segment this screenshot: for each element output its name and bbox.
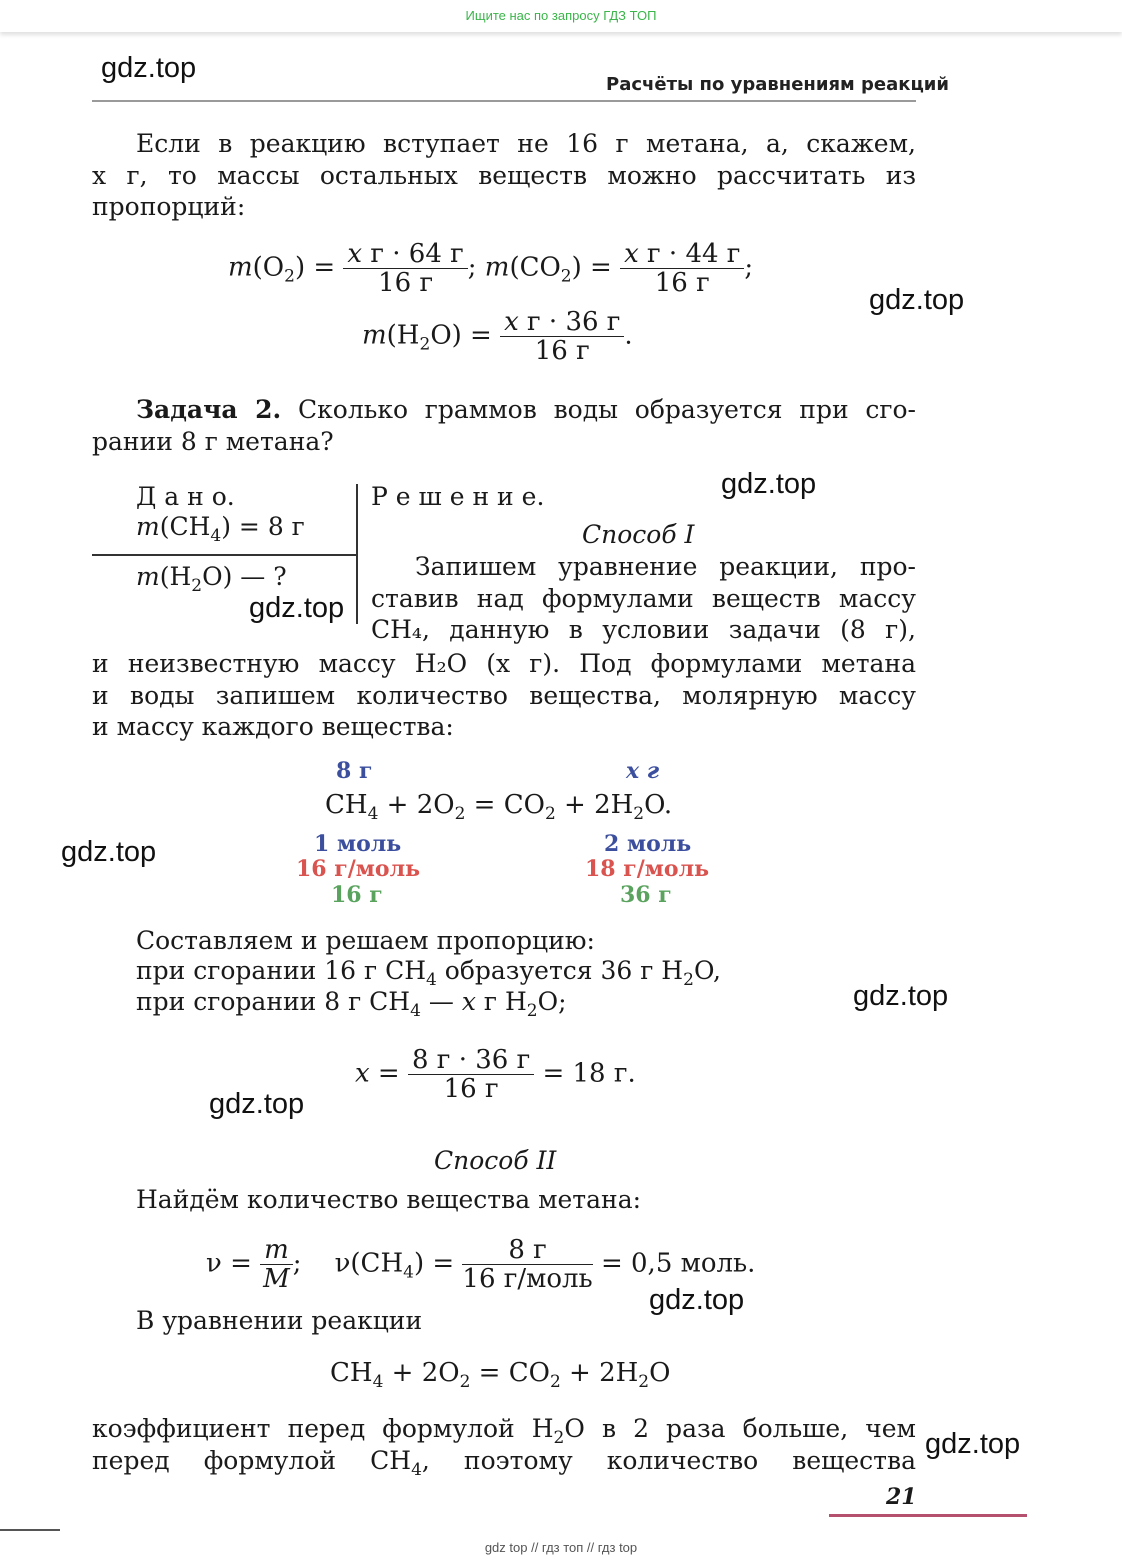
method-1-line: Запишем уравнение реакции, про- (415, 552, 916, 581)
proportion-line-1: при сгорании 16 г $CH_4$ образуется 36 г $H_2O$, (136, 956, 721, 990)
intro-line: пропорций: (92, 192, 246, 221)
watermark: gdz.top (721, 468, 817, 500)
method-1-paragraph-top (371, 551, 916, 646)
watermark: gdz.top (925, 1428, 1021, 1460)
header-rule (92, 100, 916, 102)
corner-rule (0, 1529, 60, 1531)
watermark: gdz.top (649, 1284, 745, 1316)
method-1-line: и неизвестную массу H₂O (x г). Под формулами метана (92, 649, 916, 678)
reaction-equation: $CH_4 + 2O_2 = CO_2 + 2H_2O$. (325, 790, 673, 824)
method-2-line: Найдём количество вещества метана: (136, 1185, 642, 1214)
proportion-intro: Составляем и решаем пропорцию: (136, 926, 595, 955)
method-1-line: ставив над формулами веществ массу (371, 583, 916, 613)
intro-line: x г, то массы остальных веществ можно рассчитать из (92, 160, 916, 190)
ch4-moles: 1 моль (314, 831, 402, 857)
method-1-line: CH₄, данную в условии задачи (8 г), (371, 615, 916, 644)
task-text: рании 8 г метана? (92, 426, 334, 456)
page-number: 21 (886, 1484, 917, 1510)
moles-calculation: ν = $\frac{m}{M}$ ; $\nu(CH_4)$ = $\frac{8 г}{\text{16 г/моль}}$ = 0,5 моль. (206, 1235, 756, 1294)
formula-h2o: $m(H_2O)$ = $\frac{\text{x г · 36 г}}{16 г}$ . (362, 307, 633, 366)
watermark: gdz.top (209, 1088, 305, 1120)
task-text: Сколько граммов воды образуется при сго- (298, 395, 917, 424)
h2o-molar-mass: 18 г/моль (585, 856, 710, 882)
ch4-mass: 16 г (331, 882, 383, 908)
reaction-equation-2: $CH_4 + 2O_2 = CO_2 + 2H_2O$ (330, 1358, 671, 1392)
solution-label: Р е ш е н и е. (371, 482, 545, 511)
h2o-mass: 36 г (620, 882, 672, 908)
watermark: gdz.top (101, 52, 197, 84)
top-banner[interactable]: Ищите нас по запросу ГДЗ ТОП (0, 0, 1122, 32)
method-1-paragraph-bottom (92, 648, 916, 743)
method-1-line: и воды запишем количество вещества, молярную массу (92, 680, 916, 710)
intro-line: Если в реакцию вступает не 16 г метана, а, скажем, (136, 129, 916, 158)
watermark: gdz.top (853, 980, 949, 1012)
given-vertical-divider (356, 484, 358, 624)
watermark: gdz.top (869, 284, 965, 316)
h2o-given-mass: x г (626, 758, 660, 784)
ch4-given-mass: 8 г (336, 758, 373, 784)
method-1-title: Способ I (582, 520, 695, 549)
given-divider (92, 554, 356, 556)
given-value: $m(CH_4) = 8$ г (136, 512, 305, 546)
footer-links[interactable]: gdz top // гдз топ // гдз top (484, 1540, 638, 1555)
x-calculation: x = $\frac{8 г \cdot 36 г}{16 г}$ = 18 г. (355, 1045, 636, 1104)
method-2-title: Способ II (434, 1146, 557, 1175)
task-statement (92, 394, 916, 457)
find-value: $m(H_2O)$ — ? (136, 562, 287, 596)
running-head: Расчёты по уравнениям реакций (606, 74, 950, 95)
formula-o2-co2: $m(O_2)$ = $\frac{\text{x г · 64 г}}{16 г}$ ; $m(CO_2)$ = $\frac{\text{x г · 44 г}}{16 г}$ ; (228, 239, 754, 298)
ch4-molar-mass: 16 г/моль (296, 856, 421, 882)
proportion-line-2: при сгорании 8 г $CH_4$ — x г $H_2O$; (136, 987, 567, 1021)
method-2-line: В уравнении реакции (136, 1306, 423, 1335)
given-label: Д а н о. (136, 482, 235, 511)
watermark: gdz.top (61, 836, 157, 868)
watermark: gdz.top (249, 592, 345, 624)
task-label: Задача 2. (136, 395, 282, 424)
intro-paragraph (92, 128, 916, 223)
final-paragraph: коэффициент перед формулой $H_2O$ в 2 раза больше, чем перед формулой $CH_4$, поэтому количество вещества (92, 1414, 916, 1480)
page-number-rule (829, 1514, 1027, 1517)
method-1-line: и массу каждого вещества: (92, 712, 454, 741)
h2o-moles: 2 моль (604, 831, 692, 857)
